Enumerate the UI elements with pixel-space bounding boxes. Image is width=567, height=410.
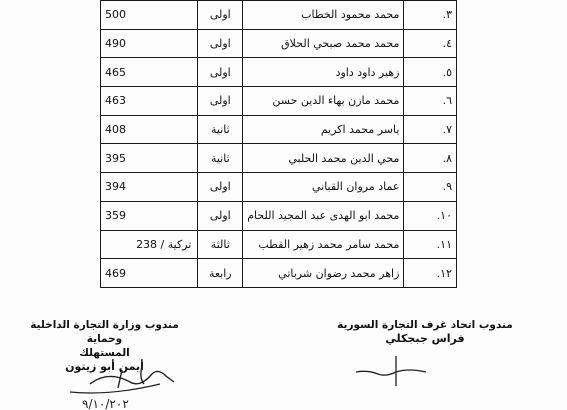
signature-date: ٩/١٠/٢٠٢ <box>82 397 129 410</box>
signatory-name: فراس جبجكلي <box>385 332 465 345</box>
score: 408 <box>101 115 198 144</box>
class-rank: اولى <box>198 87 243 116</box>
person-name: زاهر محمد رضوان شرباتي <box>243 259 404 288</box>
person-name: ياسر محمد اكريم <box>243 115 404 144</box>
row-number: ١٢. <box>404 259 457 288</box>
class-rank: ثانية <box>198 115 243 144</box>
table-row <box>101 230 457 259</box>
score: 394 <box>101 173 198 202</box>
table-row <box>101 115 457 144</box>
class-rank: رابعة <box>198 259 243 288</box>
table-row <box>101 144 457 173</box>
person-name: زهير داود داود <box>243 58 404 87</box>
signatory-title: مندوب وزارة التجارة الداخلية وحماية <box>30 319 179 345</box>
class-rank: اولى <box>198 58 243 87</box>
class-rank: اولى <box>198 29 243 58</box>
score: تركية / 238 <box>101 230 198 259</box>
score: 490 <box>101 29 198 58</box>
person-name: محمد سامر محمد زهير القطب <box>243 230 404 259</box>
score: 500 <box>101 1 198 30</box>
score: 465 <box>101 58 198 87</box>
row-number: ٨. <box>404 144 457 173</box>
signatory-name: أيمن أبو زيتون <box>65 360 144 373</box>
row-number: ٤. <box>404 29 457 58</box>
results-table <box>100 0 457 288</box>
score: 395 <box>101 144 198 173</box>
row-number: ١١. <box>404 230 457 259</box>
score: 359 <box>101 201 198 230</box>
row-number: ٦. <box>404 87 457 116</box>
person-name: محمد محمود الخطاب <box>243 1 404 30</box>
handwritten-signature-icon <box>352 350 432 390</box>
person-name: محمد محمد صبحي الحلاق <box>243 29 404 58</box>
table-row <box>101 58 457 87</box>
class-rank: اولى <box>198 201 243 230</box>
row-number: ٣. <box>404 1 457 30</box>
chamber-signature-block <box>320 318 530 346</box>
table-row <box>101 173 457 202</box>
row-number: ٧. <box>404 115 457 144</box>
handwritten-signature-icon <box>60 362 190 410</box>
class-rank: ثانية <box>198 144 243 173</box>
row-number: ٥. <box>404 58 457 87</box>
row-number: ٩. <box>404 173 457 202</box>
row-number: ١٠. <box>404 201 457 230</box>
table-row <box>101 201 457 230</box>
person-name: محي الدين محمد الحلبي <box>243 144 404 173</box>
class-rank: ثالثة <box>198 230 243 259</box>
table-row <box>101 1 457 30</box>
person-name: محمد مازن بهاء الدين حسن <box>243 87 404 116</box>
class-rank: اولى <box>198 173 243 202</box>
table-row <box>101 259 457 288</box>
score: 469 <box>101 259 198 288</box>
score: 463 <box>101 87 198 116</box>
table-row <box>101 87 457 116</box>
table-row <box>101 29 457 58</box>
person-name: عماد مروان القباني <box>243 173 404 202</box>
class-rank: اولى <box>198 1 243 30</box>
person-name: محمد ابو الهدى عبد المجيد اللحام <box>243 201 404 230</box>
signatory-title: مندوب اتحاد غرف التجارة السورية <box>337 319 513 331</box>
signatory-title-cont: المستهلك <box>79 347 130 359</box>
